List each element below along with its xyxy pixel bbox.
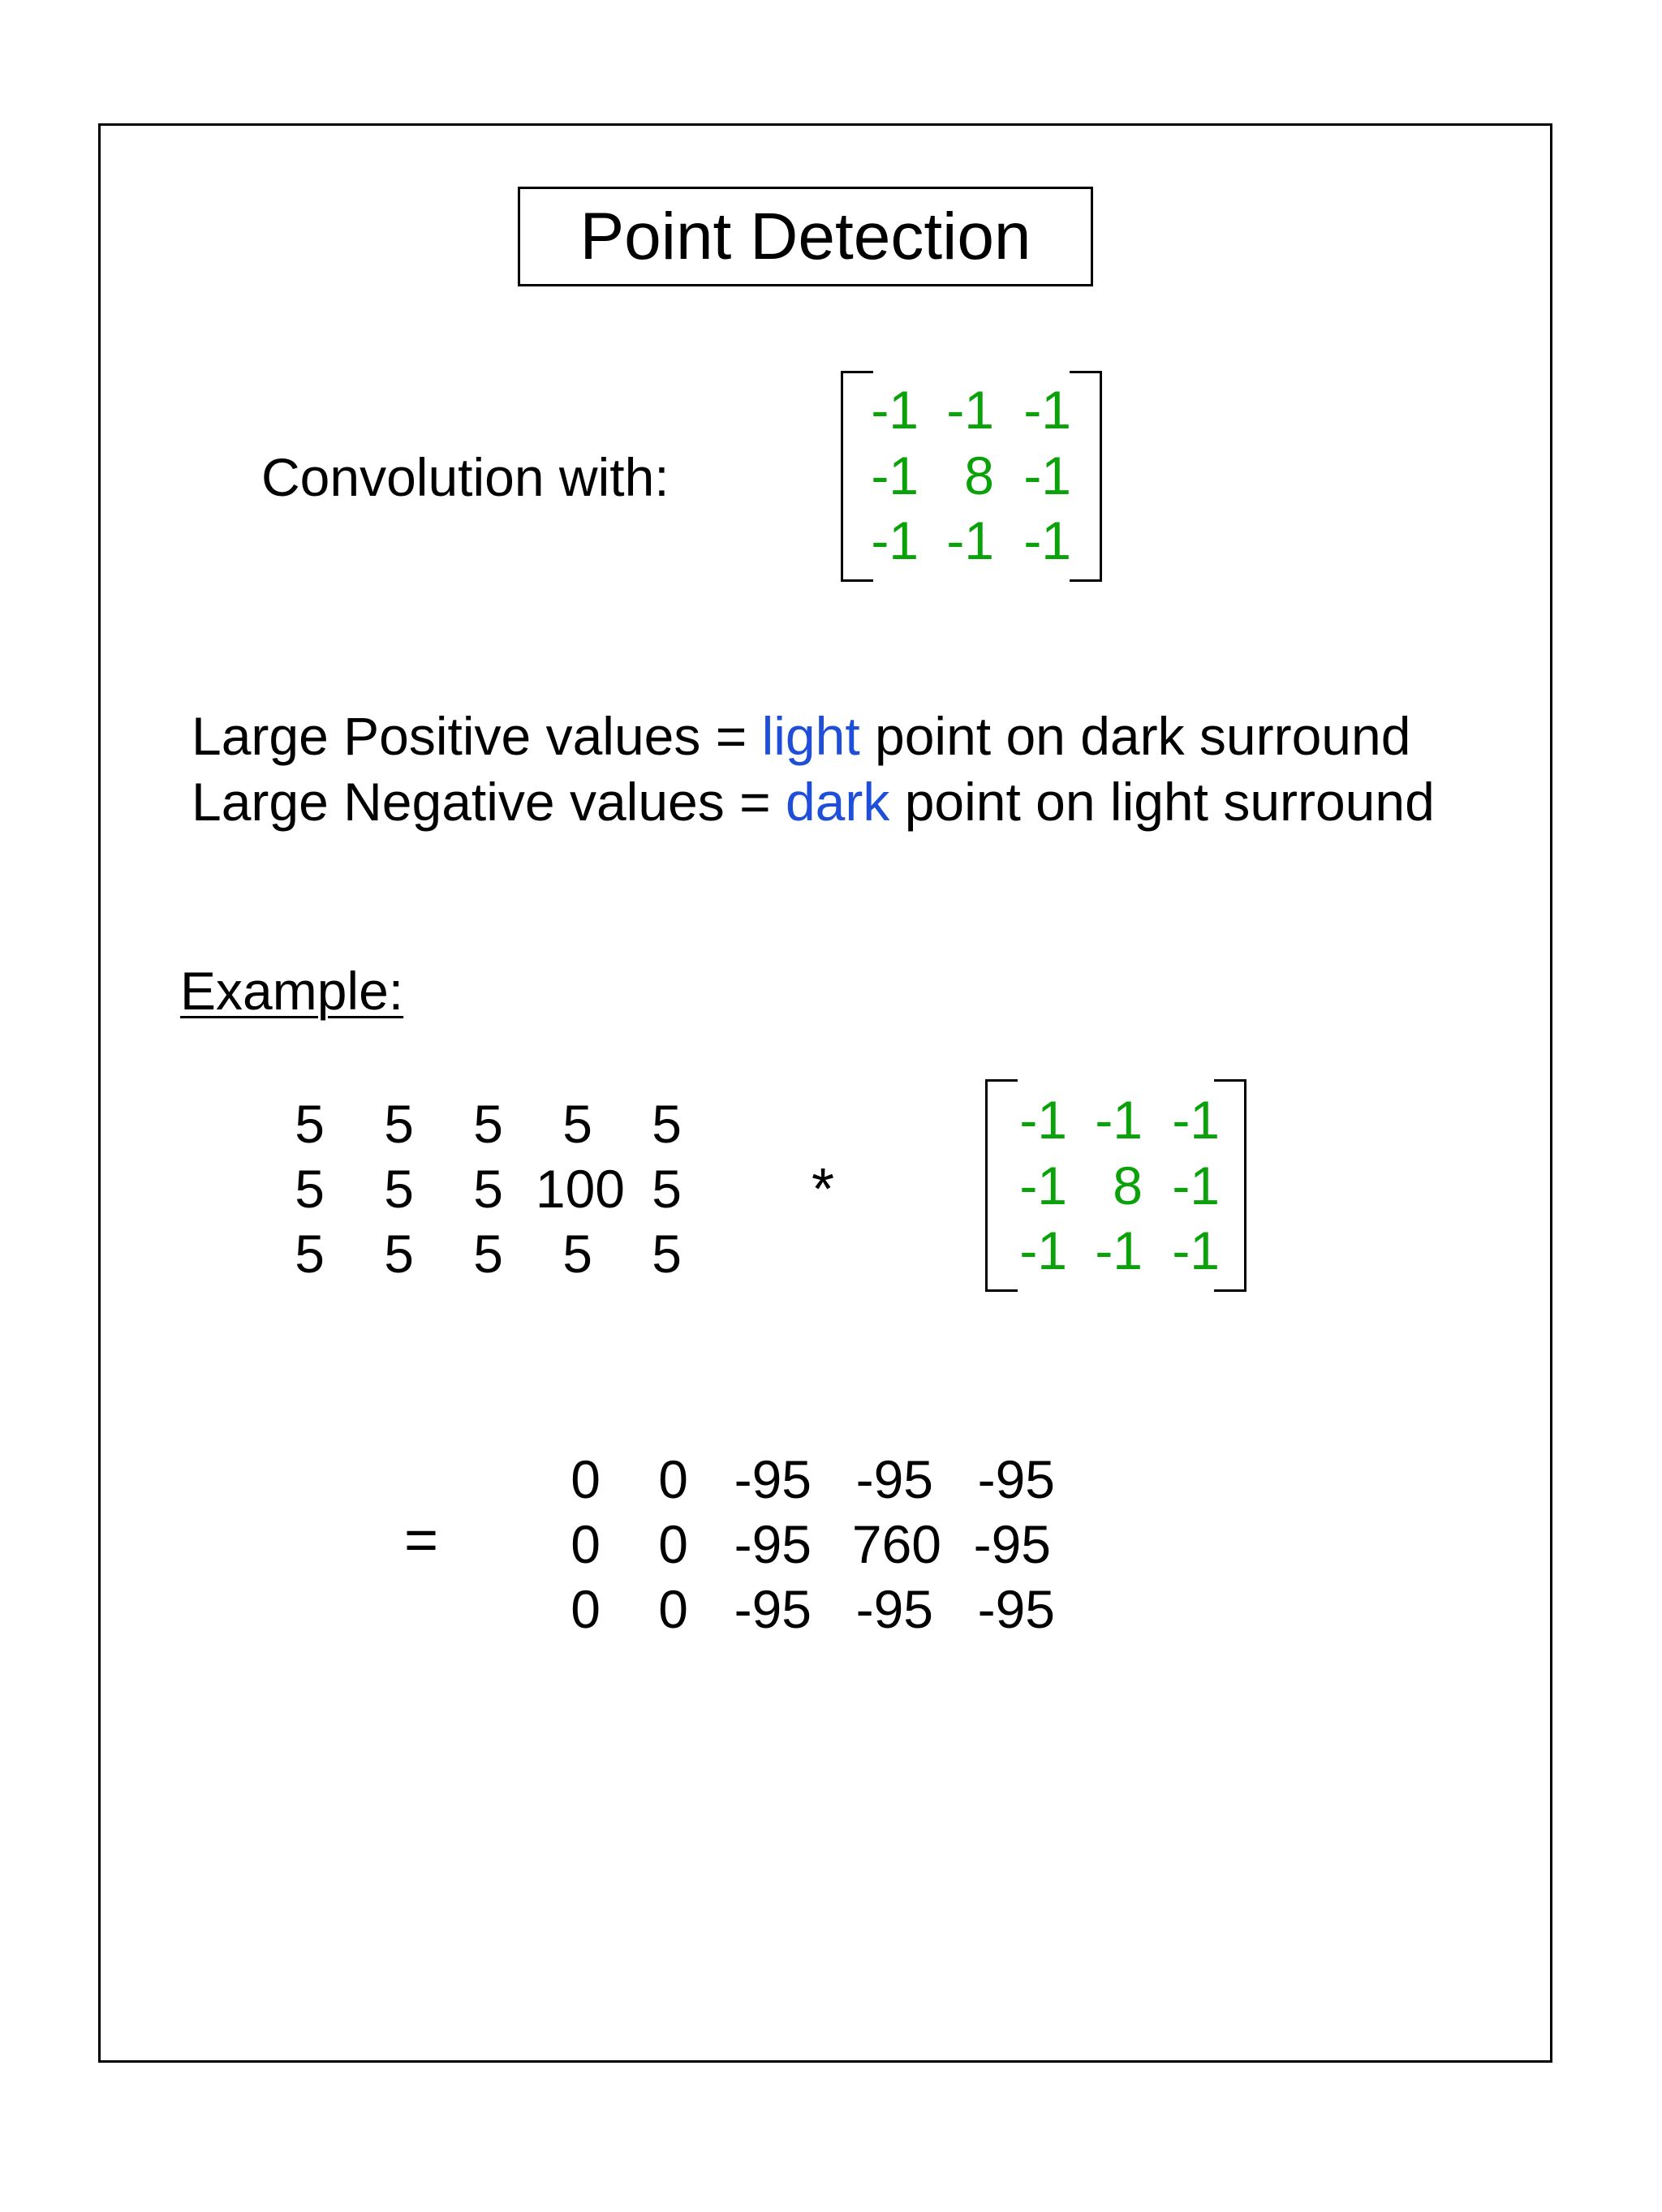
kernel-cell: -1 <box>1019 1090 1067 1150</box>
input-cell: 5 <box>295 1224 325 1284</box>
highlight-word: light <box>761 706 860 766</box>
kernel-cell: -1 <box>1172 1155 1220 1216</box>
result-cell: 0 <box>571 1579 601 1639</box>
page-frame <box>98 123 1552 2063</box>
kernel-cell: 8 <box>964 445 994 506</box>
kernel-cell: -1 <box>1172 1090 1220 1150</box>
input-cell: 5 <box>562 1224 592 1284</box>
result-cell: -95 <box>977 1579 1055 1639</box>
convolution-operator: * <box>812 1157 835 1222</box>
result-cell: -95 <box>973 1514 1051 1574</box>
kernel-cell: -1 <box>1095 1220 1143 1280</box>
result-cell: 0 <box>658 1579 688 1639</box>
kernel-cell: -1 <box>1019 1220 1067 1280</box>
input-cell: 5 <box>473 1224 503 1284</box>
result-cell: 0 <box>571 1514 601 1574</box>
equals-sign: = <box>404 1508 439 1573</box>
result-cell: -95 <box>977 1449 1055 1509</box>
title-text: Point Detection <box>579 199 1031 273</box>
input-cell: 5 <box>652 1159 682 1219</box>
example-label: Example: <box>180 961 404 1021</box>
input-cell: 5 <box>652 1094 682 1154</box>
page-title <box>518 187 1093 286</box>
result-cell: -95 <box>855 1449 933 1509</box>
kernel-cell: -1 <box>1023 380 1071 440</box>
input-cell: 5 <box>384 1094 414 1154</box>
result-cell: 0 <box>658 1514 688 1574</box>
input-cell: 5 <box>562 1094 592 1154</box>
line-text: Large Negative values = <box>192 772 786 832</box>
highlight-word: dark <box>785 772 890 832</box>
kernel-cell: -1 <box>1023 510 1071 570</box>
result-cell: 760 <box>851 1514 941 1574</box>
kernel-cell: -1 <box>871 510 919 570</box>
kernel-cell: -1 <box>946 510 994 570</box>
kernel-cell: -1 <box>871 445 919 506</box>
input-cell: 100 <box>535 1159 625 1219</box>
kernel-cell: 8 <box>1113 1155 1143 1216</box>
line-text: point on light surround <box>889 772 1435 832</box>
kernel-cell: -1 <box>1172 1220 1220 1280</box>
input-cell: 5 <box>384 1224 414 1284</box>
result-cell: -95 <box>734 1514 812 1574</box>
bracket-right <box>1070 371 1102 582</box>
result-cell: -95 <box>855 1579 933 1639</box>
result-cell: -95 <box>734 1579 812 1639</box>
input-cell: 5 <box>652 1224 682 1284</box>
input-cell: 5 <box>295 1094 325 1154</box>
positive-values-line <box>192 706 1411 766</box>
convolution-label: Convolution with: <box>261 447 670 507</box>
result-cell: 0 <box>658 1449 688 1509</box>
result-cell: 0 <box>571 1449 601 1509</box>
line-text: Large Positive values = <box>192 706 762 766</box>
input-cell: 5 <box>295 1159 325 1219</box>
kernel-cell: -1 <box>946 380 994 440</box>
result-cell: -95 <box>734 1449 812 1509</box>
line-text: point on dark surround <box>859 706 1411 766</box>
input-cell: 5 <box>473 1159 503 1219</box>
kernel-cell: -1 <box>1019 1155 1067 1216</box>
input-cell: 5 <box>384 1159 414 1219</box>
kernel-cell: -1 <box>1023 445 1071 506</box>
kernel-cell: -1 <box>1095 1090 1143 1150</box>
kernel-cell: -1 <box>871 380 919 440</box>
negative-values-line <box>192 772 1435 832</box>
input-cell: 5 <box>473 1094 503 1154</box>
